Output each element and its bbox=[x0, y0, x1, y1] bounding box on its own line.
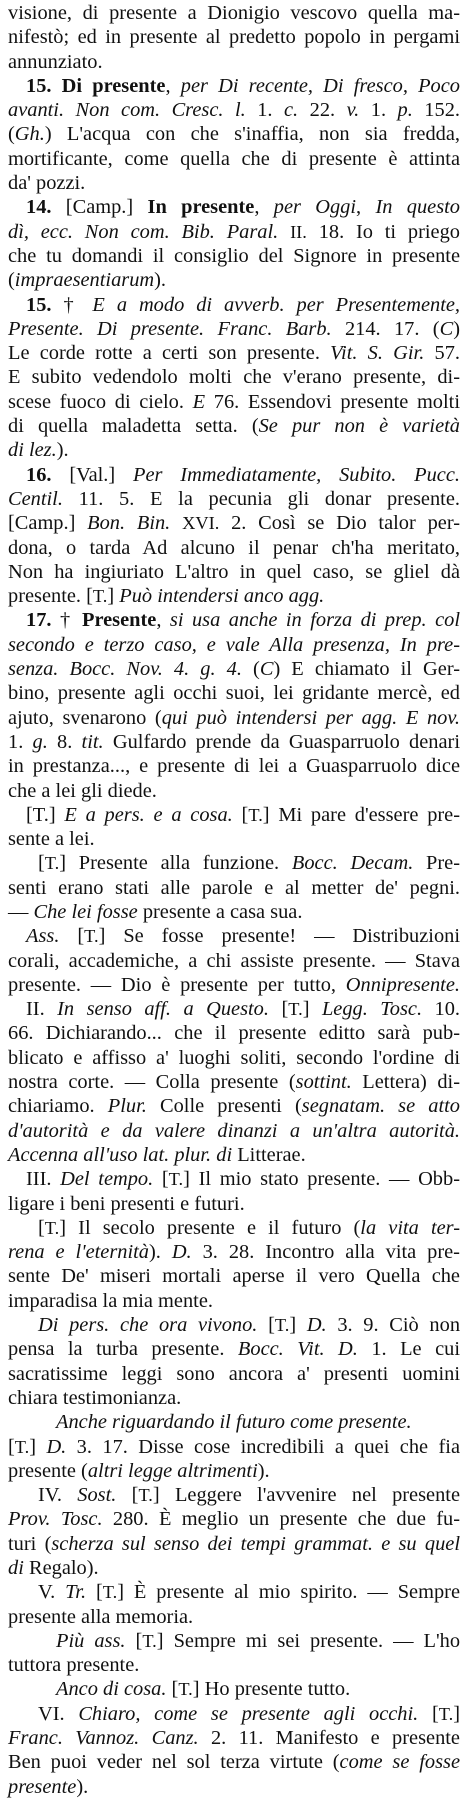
text-line: che tu domandi il consiglio del Signore in presente bbox=[8, 244, 460, 267]
text-line: corali, accademiche, a chi assiste presente. — Stava bbox=[8, 949, 460, 972]
text-line: turi (scherza sul senso dei tempi grammat. e su quel bbox=[8, 1532, 460, 1555]
text-line: di Regalo). bbox=[8, 1557, 99, 1579]
text-line: Franc. Vannoz. Canz. 2. 11. Manifesto e presente bbox=[8, 1727, 460, 1750]
text-line: visione, di presente a Dionigio vescovo quella ma- bbox=[8, 2, 460, 24]
text-line: di lez.). bbox=[8, 439, 69, 462]
text-line: mortificante, come quella che di presente è attinta bbox=[8, 147, 460, 170]
text-line: 66. Dichiarando... che il presente editto sarà pub- bbox=[8, 1022, 460, 1045]
text-line: presente. — Dio è presente per tutto, Onnipresente. bbox=[8, 973, 460, 996]
text-line: — Che lei fosse presente a casa sua. bbox=[8, 900, 303, 923]
text-line: Anche riguardando il futuro come presente. bbox=[56, 1411, 412, 1434]
text-line: chiara testimonianza. bbox=[8, 1386, 182, 1409]
text-line: nostra corte. — Colla presente (sottint. Lettera) di- bbox=[8, 1071, 460, 1094]
text-line: presente. [T.] Può intendersi anco agg. bbox=[8, 585, 325, 608]
text-line: Di pers. che ora vivono. [T.] D. 3. 9. Ciò non bbox=[38, 1314, 461, 1337]
text-line: [T.] Il secolo presente e il futuro (la vita ter- bbox=[38, 1216, 460, 1239]
text-column bbox=[8, 1, 460, 1799]
text-line: rena e l'eternità). D. 3. 28. Incontro alla vita pre- bbox=[8, 1241, 460, 1264]
text-line: dì, ecc. Non com. Bib. Paral. II. 18. Io ti priego bbox=[8, 220, 460, 243]
text-line: [T.] D. 3. 17. Disse cose incredibili a quei che fia bbox=[8, 1435, 461, 1458]
text-line: 15. Di presente, per Di recente, Di fresco, Poco bbox=[26, 74, 460, 97]
text-line: Accenna all'uso lat. plur. di Litterae. bbox=[8, 1143, 306, 1166]
text-line: presente alla memoria. bbox=[8, 1605, 194, 1628]
text-line: pensa la turba presente. Bocc. Vit. D. 1. Le cui bbox=[8, 1338, 460, 1361]
text-line: sacratissime leggi sono ancora a' presenti uomini bbox=[8, 1362, 460, 1385]
text-line: (Gh.) L'acqua con che s'inaffia, non sia fredda, bbox=[8, 123, 460, 146]
text-line: II. In senso aff. a Questo. [T.] Legg. Tosc. 10. bbox=[26, 998, 461, 1021]
text-line: IV. Sost. [T.] Leggere l'avvenire nel presente bbox=[38, 1484, 460, 1507]
text-line: chiariamo. Plur. Colle presenti (segnatam. se atto bbox=[8, 1095, 461, 1118]
text-line: 14. [Camp.] In presente, per Oggi, In questo bbox=[26, 196, 461, 219]
text-line: E subito vedendolo molti che v'erano presente, di- bbox=[8, 366, 460, 389]
text-line: 1. g. 8. tit. Gulfardo prende da Guasparruolo denari bbox=[8, 730, 460, 753]
text-line: d'autorità e da valere dinanzi a un'altra autorità. bbox=[8, 1119, 460, 1142]
text-line: secondo e terzo caso, e vale Alla presenza, In pre- bbox=[8, 633, 460, 656]
text-line: Ass. [T.] Se fosse presente! — Distribuzioni bbox=[26, 925, 460, 948]
text-line: di quella maladetta setta. (Se pur non è varietà bbox=[8, 415, 460, 438]
text-line: avanti. Non com. Cresc. l. 1. c. 22. v. 1. p. 152. bbox=[8, 99, 460, 122]
text-line: Le corde rotte a certi son presente. Vit. S. Gir. 57. bbox=[8, 342, 460, 365]
text-line: imparadisa la mia mente. bbox=[8, 1289, 213, 1312]
text-line: senti erano stati alle parole e al metter de' pegni. bbox=[8, 876, 460, 899]
text-line: V. Tr. [T.] È presente al mio spirito. — Sempre bbox=[38, 1581, 460, 1604]
text-line: blicato e affisso a' luoghi soliti, secondo l'ordine di bbox=[8, 1046, 460, 1069]
text-line: nifestò; ed in presente al predetto popolo in pergami bbox=[8, 26, 460, 49]
text-line: [T.] E a pers. e a cosa. [T.] Mi pare d'essere pre- bbox=[26, 803, 461, 826]
text-line: Ben puoi veder nel sol terza virtute (come se fosse bbox=[8, 1751, 460, 1774]
text-line: in prestanza..., e presente di lei a Guasparruolo dice bbox=[8, 755, 460, 778]
text-line: da' pozzi. bbox=[8, 172, 86, 195]
text-line: che a lei gli diede. bbox=[8, 779, 157, 802]
text-line: Più ass. [T.] Sempre mi sei presente. — L'ho bbox=[56, 1629, 461, 1652]
text-line: sente a lei. bbox=[8, 828, 95, 851]
text-line: 16. [Val.] Per Immediatamente, Subito. Pucc. bbox=[26, 463, 460, 486]
text-line: 17. † Presente, si usa anche in forza di prep. col bbox=[26, 609, 461, 632]
text-line: Non ha ingiuriato L'altro in quel caso, se gliel dà bbox=[8, 560, 460, 583]
text-line: Presente. Di presente. Franc. Barb. 214. 17. (C) bbox=[8, 317, 460, 340]
text-line: III. Del tempo. [T.] Il mio stato presente. — Obb- bbox=[26, 1168, 460, 1191]
text-line: tuttora presente. bbox=[8, 1654, 140, 1677]
text-line: sente De' miseri mortali aperse il vero Quella che bbox=[8, 1265, 460, 1288]
text-line: annunziato. bbox=[8, 50, 103, 73]
text-line: presente). bbox=[8, 1775, 89, 1798]
text-line: ligare i beni presenti e futuri. bbox=[8, 1192, 245, 1215]
text-line: Anco di cosa. [T.] Ho presente tutto. bbox=[56, 1678, 351, 1701]
text-line: dona, o tarda Ad alcuno il penar ch'ha meritato, bbox=[8, 536, 460, 559]
text-line: presente (altri legge altrimenti). bbox=[8, 1459, 270, 1482]
text-line: [T.] Presente alla funzione. Bocc. Decam. Pre- bbox=[38, 852, 460, 875]
text-line: bino, presente agli occhi suoi, lei gridante mercè, ed bbox=[8, 682, 460, 705]
text-line: (impraesentiarum). bbox=[8, 269, 167, 292]
text-line: VI. Chiaro, come se presente agli occhi. [T.] bbox=[38, 1702, 461, 1725]
text-line: 15. † E a modo di avverb. per Presentemente, bbox=[26, 293, 461, 316]
text-line: senza. Bocc. Nov. 4. g. 4. (C) E chiamato il Ger- bbox=[8, 658, 460, 681]
text-line: Prov. Tosc. 280. È meglio un presente che due fu- bbox=[8, 1508, 460, 1531]
text-line: scese fuoco di cielo. E 76. Essendovi presente molti bbox=[8, 390, 460, 413]
text-line: ajuto, svenarono (qui può intendersi per agg. E nov. bbox=[8, 706, 460, 729]
text-line: Centil. 11. 5. E la pecunia gli donar presente. bbox=[8, 487, 460, 510]
text-line: [Camp.] Bon. Bin. XVI. 2. Così se Dio talor per- bbox=[8, 512, 460, 535]
